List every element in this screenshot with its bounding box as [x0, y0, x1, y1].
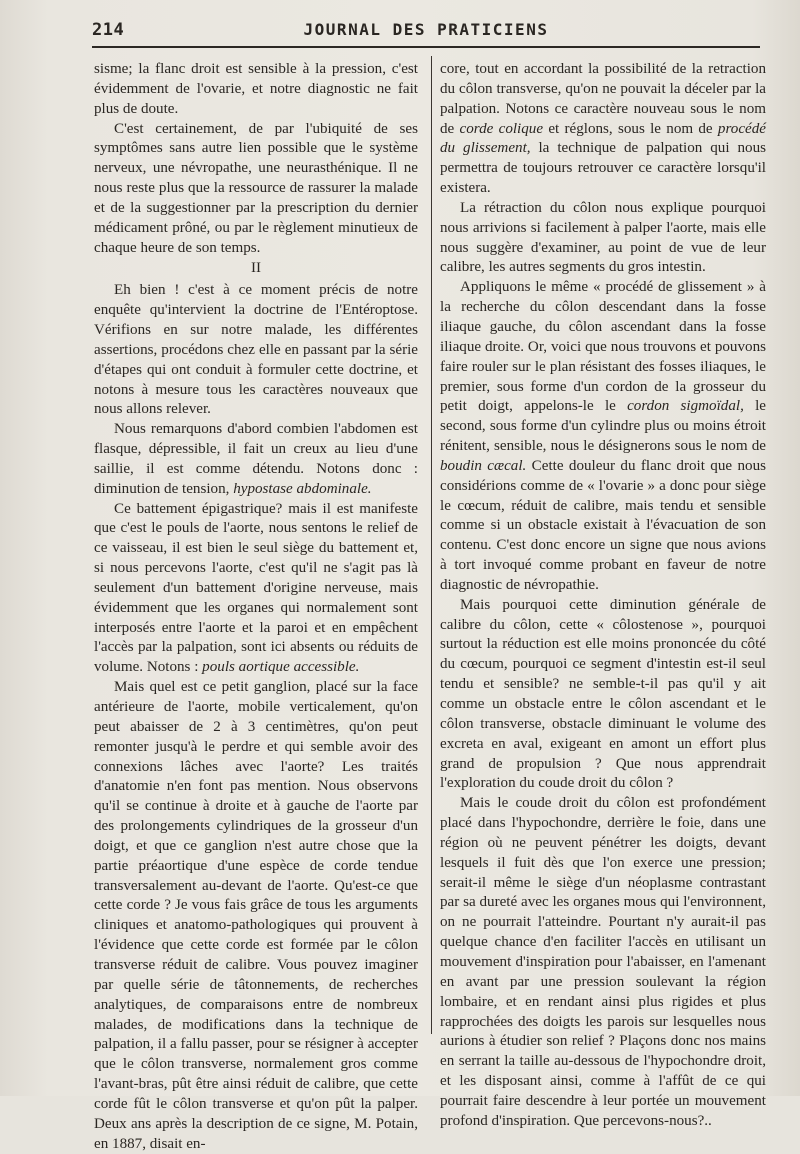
paragraph-text: core, tout en accordant la possibilité de la retraction du côlon transverse, qu'on ne pouvait la déceler par la palpation. Notons ce caractère nouveau sous le nom de: [440, 61, 766, 137]
paragraph: [440, 60, 766, 199]
running-title: JOURNAL DES PRATICIENS: [303, 20, 549, 39]
emphasis-term: procédé du glissement,: [440, 120, 766, 157]
paragraph: C'est certainement, de par l'ubiquité de ses symptômes sans autre lien possible que le système nerveux, une névropathe, une neurasthénique. Il ne nous reste plus que la ressource de rassurer la malade et de la suggestionner par la prescription du dernier médicament prôné, ou par le règlement minutieux de chaque heure de son temps.: [94, 120, 418, 256]
paragraph-text: et réglons, sous le nom de: [543, 120, 718, 137]
paragraph: Eh bien ! c'est à ce moment précis de notre enquête qu'intervient la doctrine de l'Entéroptose. Vérifions en sur notre malade, les différentes assertions, procédons chez elle en passant par la série d'étapes qui ont conduit à formuler cette doctrine, et notons à mesure tous les caractères nouveaux que nous allons relever.: [94, 282, 418, 418]
paragraph: [94, 420, 418, 499]
emphasis-term: boudin cæcal.: [440, 457, 527, 474]
emphasis-term: pouls aortique accessible.: [202, 659, 360, 676]
paragraph: La rétraction du côlon nous explique pourquoi nous arrivions si facilement à palper l'aorte, mais elle nous suggère d'examiner, au point de vue de leur calibre, les autres segments du gros intestin.: [440, 199, 766, 276]
right-column: [440, 60, 766, 1132]
paragraph: [440, 278, 766, 596]
paragraph-text: Ce battement épigastrique? mais il est manifeste que c'est le pouls de l'aorte, nous sentons le relief de ce vaisseau, il est bien le seul siège du battement et, si nous percevons l'aorte, c'est qu'il ne s'agit pas là seulement d'un battement d'origine nerveuse, mais évidemment que les organes qui normalement sont interposés entre l'aorte et la paroi et en empêchent l'accès par la palpation, sont ici absents ou réduits de volume. Notons :: [94, 500, 418, 676]
paragraph-text: la technique de palpation qui nous permettra de toujours retrouver ce caractère lorsqu'il existera.: [440, 140, 766, 197]
page-header: [92, 20, 760, 44]
emphasis-term: cordon sigmoïdal,: [627, 398, 744, 415]
header-rule: [92, 46, 760, 48]
paragraph-text: le second, sous forme d'un cylindre plus ou moins étroit rénitent, sensible, nous le désignerons sous le nom de: [440, 398, 766, 455]
left-column: [94, 60, 418, 1154]
paragraph: [94, 500, 418, 679]
page-number: 214: [92, 20, 125, 40]
paragraph: Mais quel est ce petit ganglion, placé sur la face antérieure de l'aorte, mobile verticalement, qu'on peut abaisser de 2 à 3 centimètres, qu'on peut remonter jusqu'à le perdre et qui semble avoir des connexions lâches avec l'aorte? Les traités d'anatomie n'en font pas mention. Nous observons qu'il se continue à droite et à gauche de l'aorte par des prolongements cylindriques de la grosseur d'un doigt, et que ce ganglion n'est autre chose que la partie préaortique d'une espèce de corde tendue transversalement au-devant de l'aorte. Qu'est-ce que cette corde ? Je vous fais grâce de tous les arguments cliniques et anatomo-pathologiques qui prouvent à l'évidence que cette corde est formée par le côlon transverse réduit de calibre. Vous pouvez imaginer par quelle série de tâtonnements, de recherches analytiques, de comparaisons entre de nombreux malades, de modifications dans la technique de palpation, il a fallu passer, pour se résigner à accepter que le côlon transverse, normalement gros comme l'avant-bras, pût être ainsi réduit de calibre, que cette corde fût le côlon transverse et qu'on pût la palper. Deux ans après la description de ce signe, M. Potain, en 1887, disait en-: [94, 679, 418, 1152]
paragraph-text: Nous remarquons d'abord combien l'abdomen est flasque, dépressible, il fait un creux au lieu d'une saillie, il est comme détendu. Notons donc : diminution de tension,: [94, 421, 418, 497]
paragraph-text: Appliquons le même « procédé de glissement » à la recherche du côlon descendant dans la fosse iliaque gauche, du côlon ascendant dans la fosse iliaque droite. Or, voici que nous trouvons et pouvons faire rouler sur le plan résistant des fosses iliaques, le premier, sous forme d'un cordon de la grosseur du petit doigt, appelons-le le: [440, 279, 766, 415]
paragraph: sisme; la flanc droit est sensible à la pression, c'est évidemment de l'ovarie, et notre diagnostic ne fait plus de doute.: [94, 61, 418, 117]
paragraph: Mais le coude droit du côlon est profondément placé dans l'hypochondre, derrière le foie, dans une région où ne peuvent pénétrer les doigts, devant lesquels il fuit dès que l'on exerce une pression; serait-il même le siège d'un néoplasme contrastant par sa dureté avec les organes mous qui l'environnent, on ne pourrait l'atteindre. Pourtant n'y aurait-il pas quelque chance d'en faciliter l'accès en utilisant un mouvement d'inspiration pour l'abaisser, en l'amenant en avant par une pression soulevant la région lombaire, et en rendant ainsi plus rigides et plus rapprochées des doigts les parois sur lesquelles nous aurions à étudier son relief ? Plaçons donc nos mains en serrant la taille au-dessous de l'hypochondre droit, et les disposant ainsi, comme à l'affût de ce qui pourrait faire descendre à leur portée un mouvement profond d'inspiration. Que percevons-nous?..: [440, 795, 766, 1129]
emphasis-term: corde colique: [459, 120, 544, 137]
paragraph: Mais pourquoi cette diminution générale de calibre du côlon, cette « côlostenose », pourquoi surtout la réduction est elle moins prononcée du côté du cœcum, pourquoi ce segment d'intestin est-il seul tendu et sensible? ne semble-t-il pas qu'il y ait comme un obstacle entre le côlon ascendant et le côlon transverse, obstacle diminuant le volume des excreta en aval, exigeant en amont un effort plus grand de propulsion ? Que nous apprendrait l'exploration du coude droit du côlon ?: [440, 596, 766, 792]
emphasis-term: hypostase abdominale.: [233, 480, 372, 497]
column-divider: [431, 56, 432, 1034]
paragraph-text: Cette douleur du flanc droit que nous considérions comme de « l'ovarie » a donc pour siège le cœcum, réduit de calibre, mais tendu et sensible comme si un obstacle existait à l'évacuation de son contenu. C'est donc encore un signe que nous avions à tort invoqué comme probant en faveur de notre diagnostic de névropathie.: [440, 457, 766, 593]
section-number: II: [250, 260, 262, 277]
